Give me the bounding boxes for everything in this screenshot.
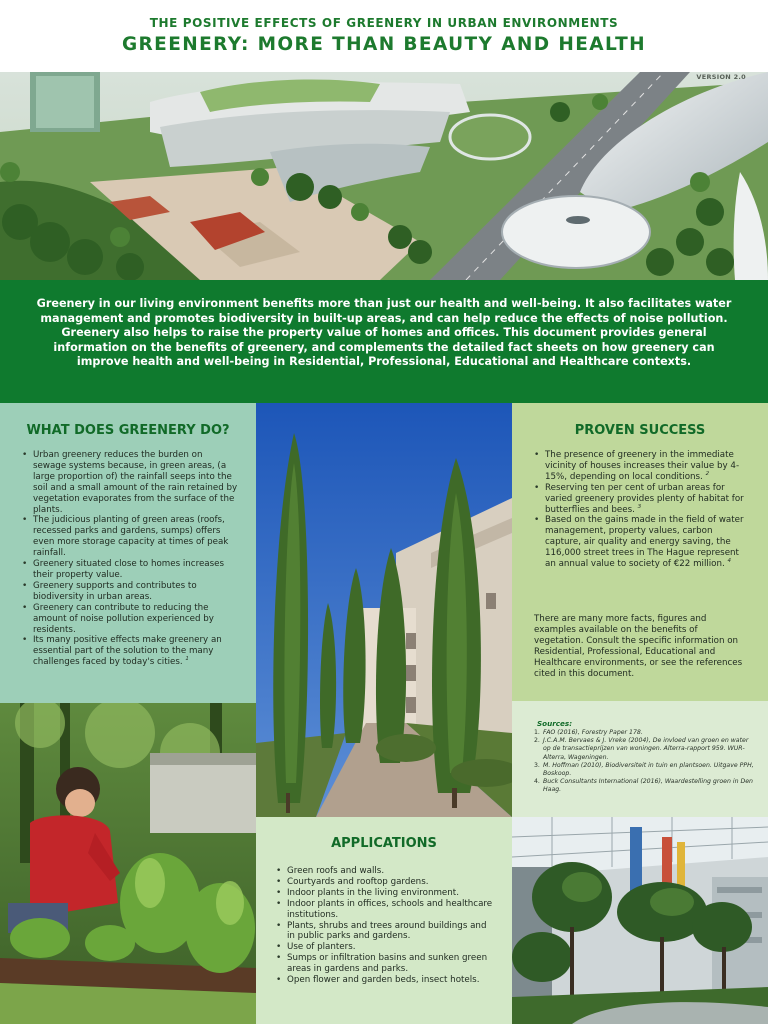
atrium-illustration xyxy=(512,817,768,1024)
photo-indoor-atrium xyxy=(512,817,768,1024)
trees-illustration xyxy=(256,403,512,817)
source-item: 1. FAO (2016), Forestry Paper 178. xyxy=(534,729,643,736)
list-item: • Courtyards and rooftop gardens. xyxy=(276,877,494,888)
page-title: GREENERY: MORE THAN BEAUTY AND HEALTH xyxy=(121,34,647,55)
list-item: • Reserving ten per cent of urban areas for varied greenery provides plenty of habitat for butterflies and bees. $^3$ xyxy=(534,483,748,516)
intro-banner xyxy=(0,280,768,403)
list-item: • Green roofs and walls. xyxy=(276,866,494,877)
applications-heading: APPLICATIONS xyxy=(331,836,437,851)
list-item: • Indoor plants in offices, schools and healthcare institutions. xyxy=(276,899,494,921)
page-header xyxy=(0,0,768,72)
proven-paragraph: There are many more facts, figures and examples available on the benefits of vegetation. Consult the specific information on Residential, Professional, Educational and Healthcare environments, or see the references cited in this document. xyxy=(534,614,743,679)
list-item: • Urban greenery reduces the burden on sewage systems because, in green areas, (a large proportion of) the rainfall seeps into the soil and a small amount of the rain retained by vegetation evaporates from the surface of the plants. xyxy=(22,450,238,515)
version-label: VERSION 2.0 xyxy=(696,73,746,81)
applications-list xyxy=(276,866,494,986)
source-item: 4. Buck Consultants International (2016), Waardestelling groen in Den Haag. xyxy=(534,778,753,794)
proven-success-panel xyxy=(512,403,768,701)
list-item: • Greenery situated close to homes increases their property value. xyxy=(22,559,238,581)
footnote-ref: 4 xyxy=(727,558,732,565)
list-item: • Greenery can contribute to reducing the amount of noise pollution experienced by residents. xyxy=(22,603,238,636)
footnote-ref: 2 xyxy=(705,470,710,477)
gardening-illustration xyxy=(0,703,256,1024)
sources-title: Sources: xyxy=(537,719,573,728)
source-item: 2. J.C.A.M. Bervaes & J. Vreke (2004), De invloed van groen en water op de transactieprijzen van woningen. Alterra-rapport 959. WUR-Alterra, Wageningen. xyxy=(534,737,749,761)
what-greenery-does-panel xyxy=(0,403,256,703)
what-list xyxy=(22,450,238,668)
footnote-ref: 3 xyxy=(637,503,642,510)
sources-panel xyxy=(512,701,768,817)
hero-illustration xyxy=(0,72,768,280)
list-item: • Plants, shrubs and trees around buildings and in public parks and gardens. xyxy=(276,921,494,943)
list-item: • Its many positive effects make greenery an essential part of the solution to the many challenges faced by today's cities. $^1$ xyxy=(22,635,238,668)
footnote-ref: 1 xyxy=(185,656,189,663)
list-item: • Based on the gains made in the field of water management, property values, carbon capture, air quality and energy saving, the 116,000 street trees in The Hague represent an annual value to society of €22 million. $^4$ xyxy=(534,515,748,570)
list-item: • Indoor plants in the living environment. xyxy=(276,888,494,899)
what-heading: WHAT DOES GREENERY DO? xyxy=(26,423,230,438)
list-item: • Open flower and garden beds, insect hotels. xyxy=(276,975,494,986)
photo-child-gardening xyxy=(0,703,256,1024)
proven-list xyxy=(534,450,748,570)
applications-panel xyxy=(256,817,512,1024)
intro-text: Greenery in our living environment benefits more than just our health and well-being. It also facilitates water management and promotes biodiversity in built-up areas, and can help reduce the effects of noise pollution. Greenery also helps to raise the property value of homes and offices. This document provides general information on the benefits of greenery, and complements the detailed fact sheets on how greenery can improve health and well-being in Residential, Professional, Educational and Healthcare contexts. xyxy=(36,297,732,369)
proven-heading: PROVEN SUCCESS xyxy=(574,423,706,438)
photo-columnar-trees xyxy=(256,403,512,817)
list-item: • Sumps or infiltration basins and sunken green areas in gardens and parks. xyxy=(276,953,494,975)
list-item: • Greenery supports and contributes to biodiversity in urban areas. xyxy=(22,581,238,603)
list-item: • The judicious planting of green areas (roofs, recessed parks and gardens, sumps) offers even more storage capacity at times of peak rainfall. xyxy=(22,515,238,559)
source-item: 3. M. Hoffman (2010), Biodiversiteit in tuin en plantsoen. Uitgave PPH, Boskoop. xyxy=(534,761,754,778)
list-item: • Use of planters. xyxy=(276,942,494,953)
list-item: • The presence of greenery in the immediate vicinity of houses increases their value by 4-15%, depending on local conditions. $^2$ xyxy=(534,450,748,483)
hero-urban-green-rendering xyxy=(0,72,768,280)
header-kicker: THE POSITIVE EFFECTS OF GREENERY IN URBAN ENVIRONMENTS xyxy=(149,16,619,30)
sources-list xyxy=(534,729,756,795)
